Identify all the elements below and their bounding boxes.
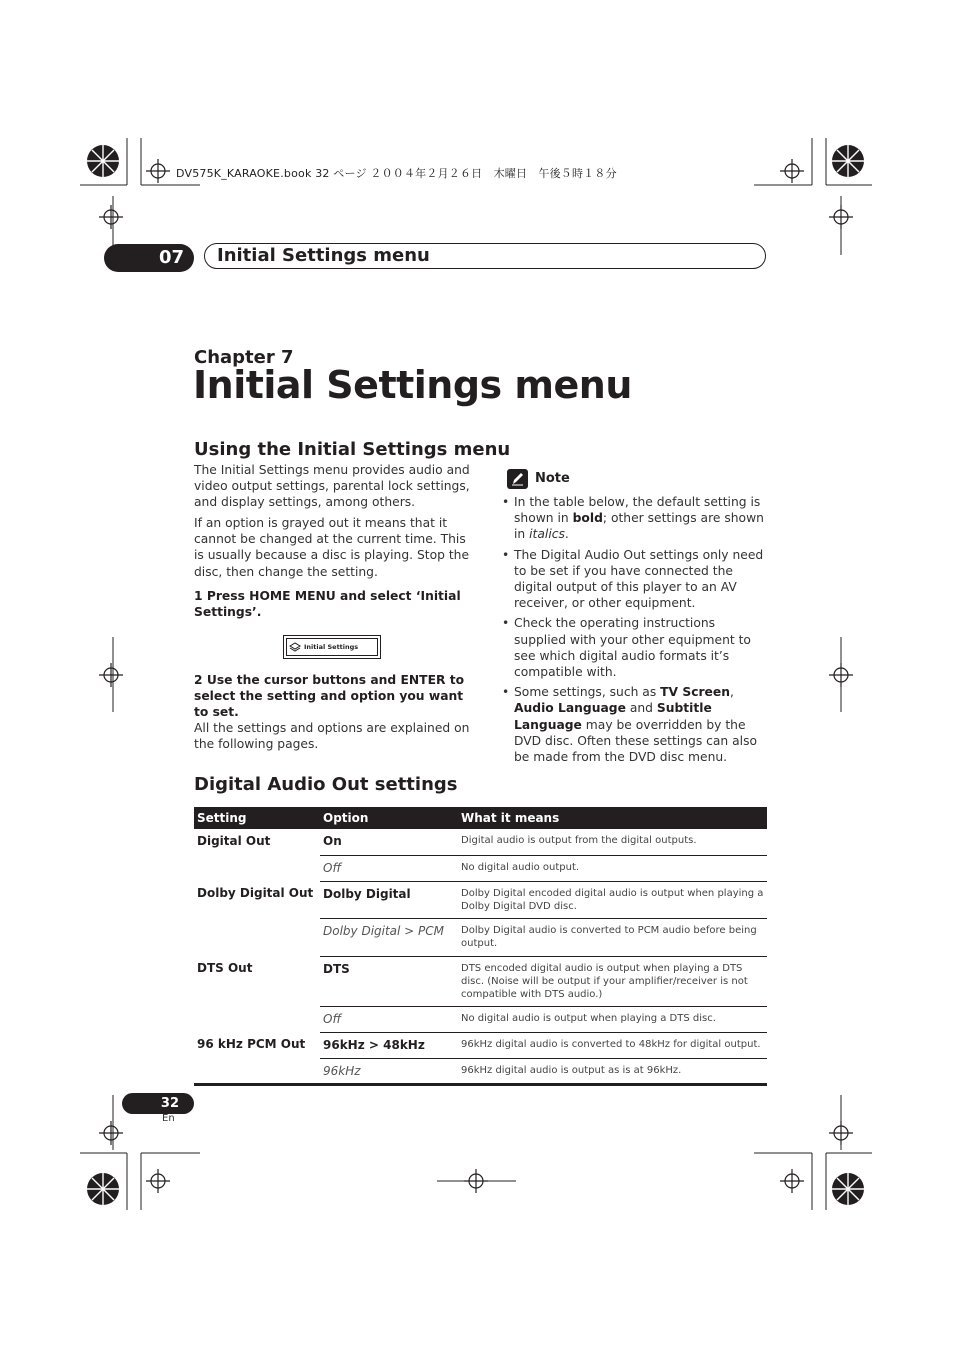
option-cell: On [320,829,458,855]
chapter-label: Chapter 7 [194,347,294,368]
setting-cell [194,855,320,881]
meaning-cell: 96kHz digital audio is converted to 48kHz for digital output. [458,1032,767,1058]
setting-cell: DTS Out [197,961,253,975]
screen-menu-item [286,638,378,656]
intro-paragraph: The Initial Settings menu provides audio and video output settings, parental lock settings, and display settings, among others. [194,463,470,510]
digital-audio-out-table [194,807,767,1086]
note-item-default-setting: • In the table below, the default setting is shown in bold; other settings are shown in italics. [500,494,768,543]
table-header-row [194,807,767,829]
chapter-title: Initial Settings menu [193,363,632,407]
step-2: 2 Use the cursor buttons and ENTER to select the setting and option you want to set. [194,673,465,720]
meaning-cell: Dolby Digital encoded digital audio is output when playing a Dolby Digital DVD disc. [458,881,767,918]
meaning-cell: No digital audio output. [458,855,767,881]
setting-cell: Dolby Digital Out [197,886,314,900]
table-row [194,918,767,956]
note-list [500,494,768,769]
option-cell: Dolby Digital [320,881,458,918]
step-1: 1 Press HOME MENU and select ‘Initial Settings’. [194,589,461,620]
table-row [194,1058,767,1084]
section-heading-digital-audio-out: Digital Audio Out settings [194,774,458,795]
option-cell: 96kHz [320,1058,458,1084]
meaning-cell: DTS encoded digital audio is output when playing a DTS disc. (Noise will be output if your amplifier/receiver is not compatible with DTS audio.) [458,956,767,1006]
table-row [194,1032,767,1058]
meaning-cell: No digital audio is output when playing a DTS disc. [458,1006,767,1032]
note-item-digital-audio-out: • The Digital Audio Out settings only need to be set if you have connected the digital output of this player to an AV receiver, or other equipment. [500,547,768,612]
table-row [194,829,767,855]
setting-cell [194,1006,320,1032]
option-cell: 96kHz > 48kHz [320,1032,458,1058]
section-heading-using: Using the Initial Settings menu [194,439,511,460]
option-cell: DTS [320,956,458,1006]
table-row [194,1006,767,1032]
setting-cell [194,918,320,956]
setting-cell: Digital Out [197,834,271,848]
column-header-option: Option [320,807,458,829]
note-label: Note [535,471,570,486]
note-item-overridden-settings: • Some settings, such as TV Screen, Audio Language and Subtitle Language may be overridden by the DVD disc. Often these settings can also be made from the DVD disc menu. [500,684,768,765]
options-explained-paragraph: All the settings and options are explained on the following pages. [194,721,470,752]
grayed-out-paragraph: If an option is grayed out it means that it cannot be changed at the current time. This is usually because a disc is playing. Stop the disc, then change the setting. [194,516,470,579]
option-cell: Dolby Digital > PCM [320,918,458,956]
header-title: Initial Settings menu [217,245,430,266]
note-item-check-instructions: • Check the operating instructions supplied with your other equipment to see which digital audio formats it’s compatible with. [500,615,768,680]
option-cell: Off [320,1006,458,1032]
table-row [194,855,767,881]
screen-menu-label: Initial Settings [304,643,359,651]
print-info: DV575K_KARAOKE.book 32 ページ ２００４年２月２６日 木曜日 午後５時１８分 [176,167,617,180]
settings-icon [289,642,301,652]
page-number: 32 [122,1093,194,1114]
meaning-cell: 96kHz digital audio is output as is at 96kHz. [458,1058,767,1084]
meaning-cell: Digital audio is output from the digital outputs. [458,829,767,855]
meaning-cell: Dolby Digital audio is converted to PCM audio before being output. [458,918,767,956]
column-header-meaning: What it means [458,807,767,829]
table-row [194,881,767,918]
page-language: En [162,1113,175,1124]
table-row [194,956,767,1006]
option-cell: Off [320,855,458,881]
setting-cell [194,1058,320,1084]
chapter-number-tab: 07 [104,244,194,272]
note-icon [507,469,528,489]
column-header-setting: Setting [194,807,320,829]
setting-cell: 96 kHz PCM Out [197,1037,306,1051]
